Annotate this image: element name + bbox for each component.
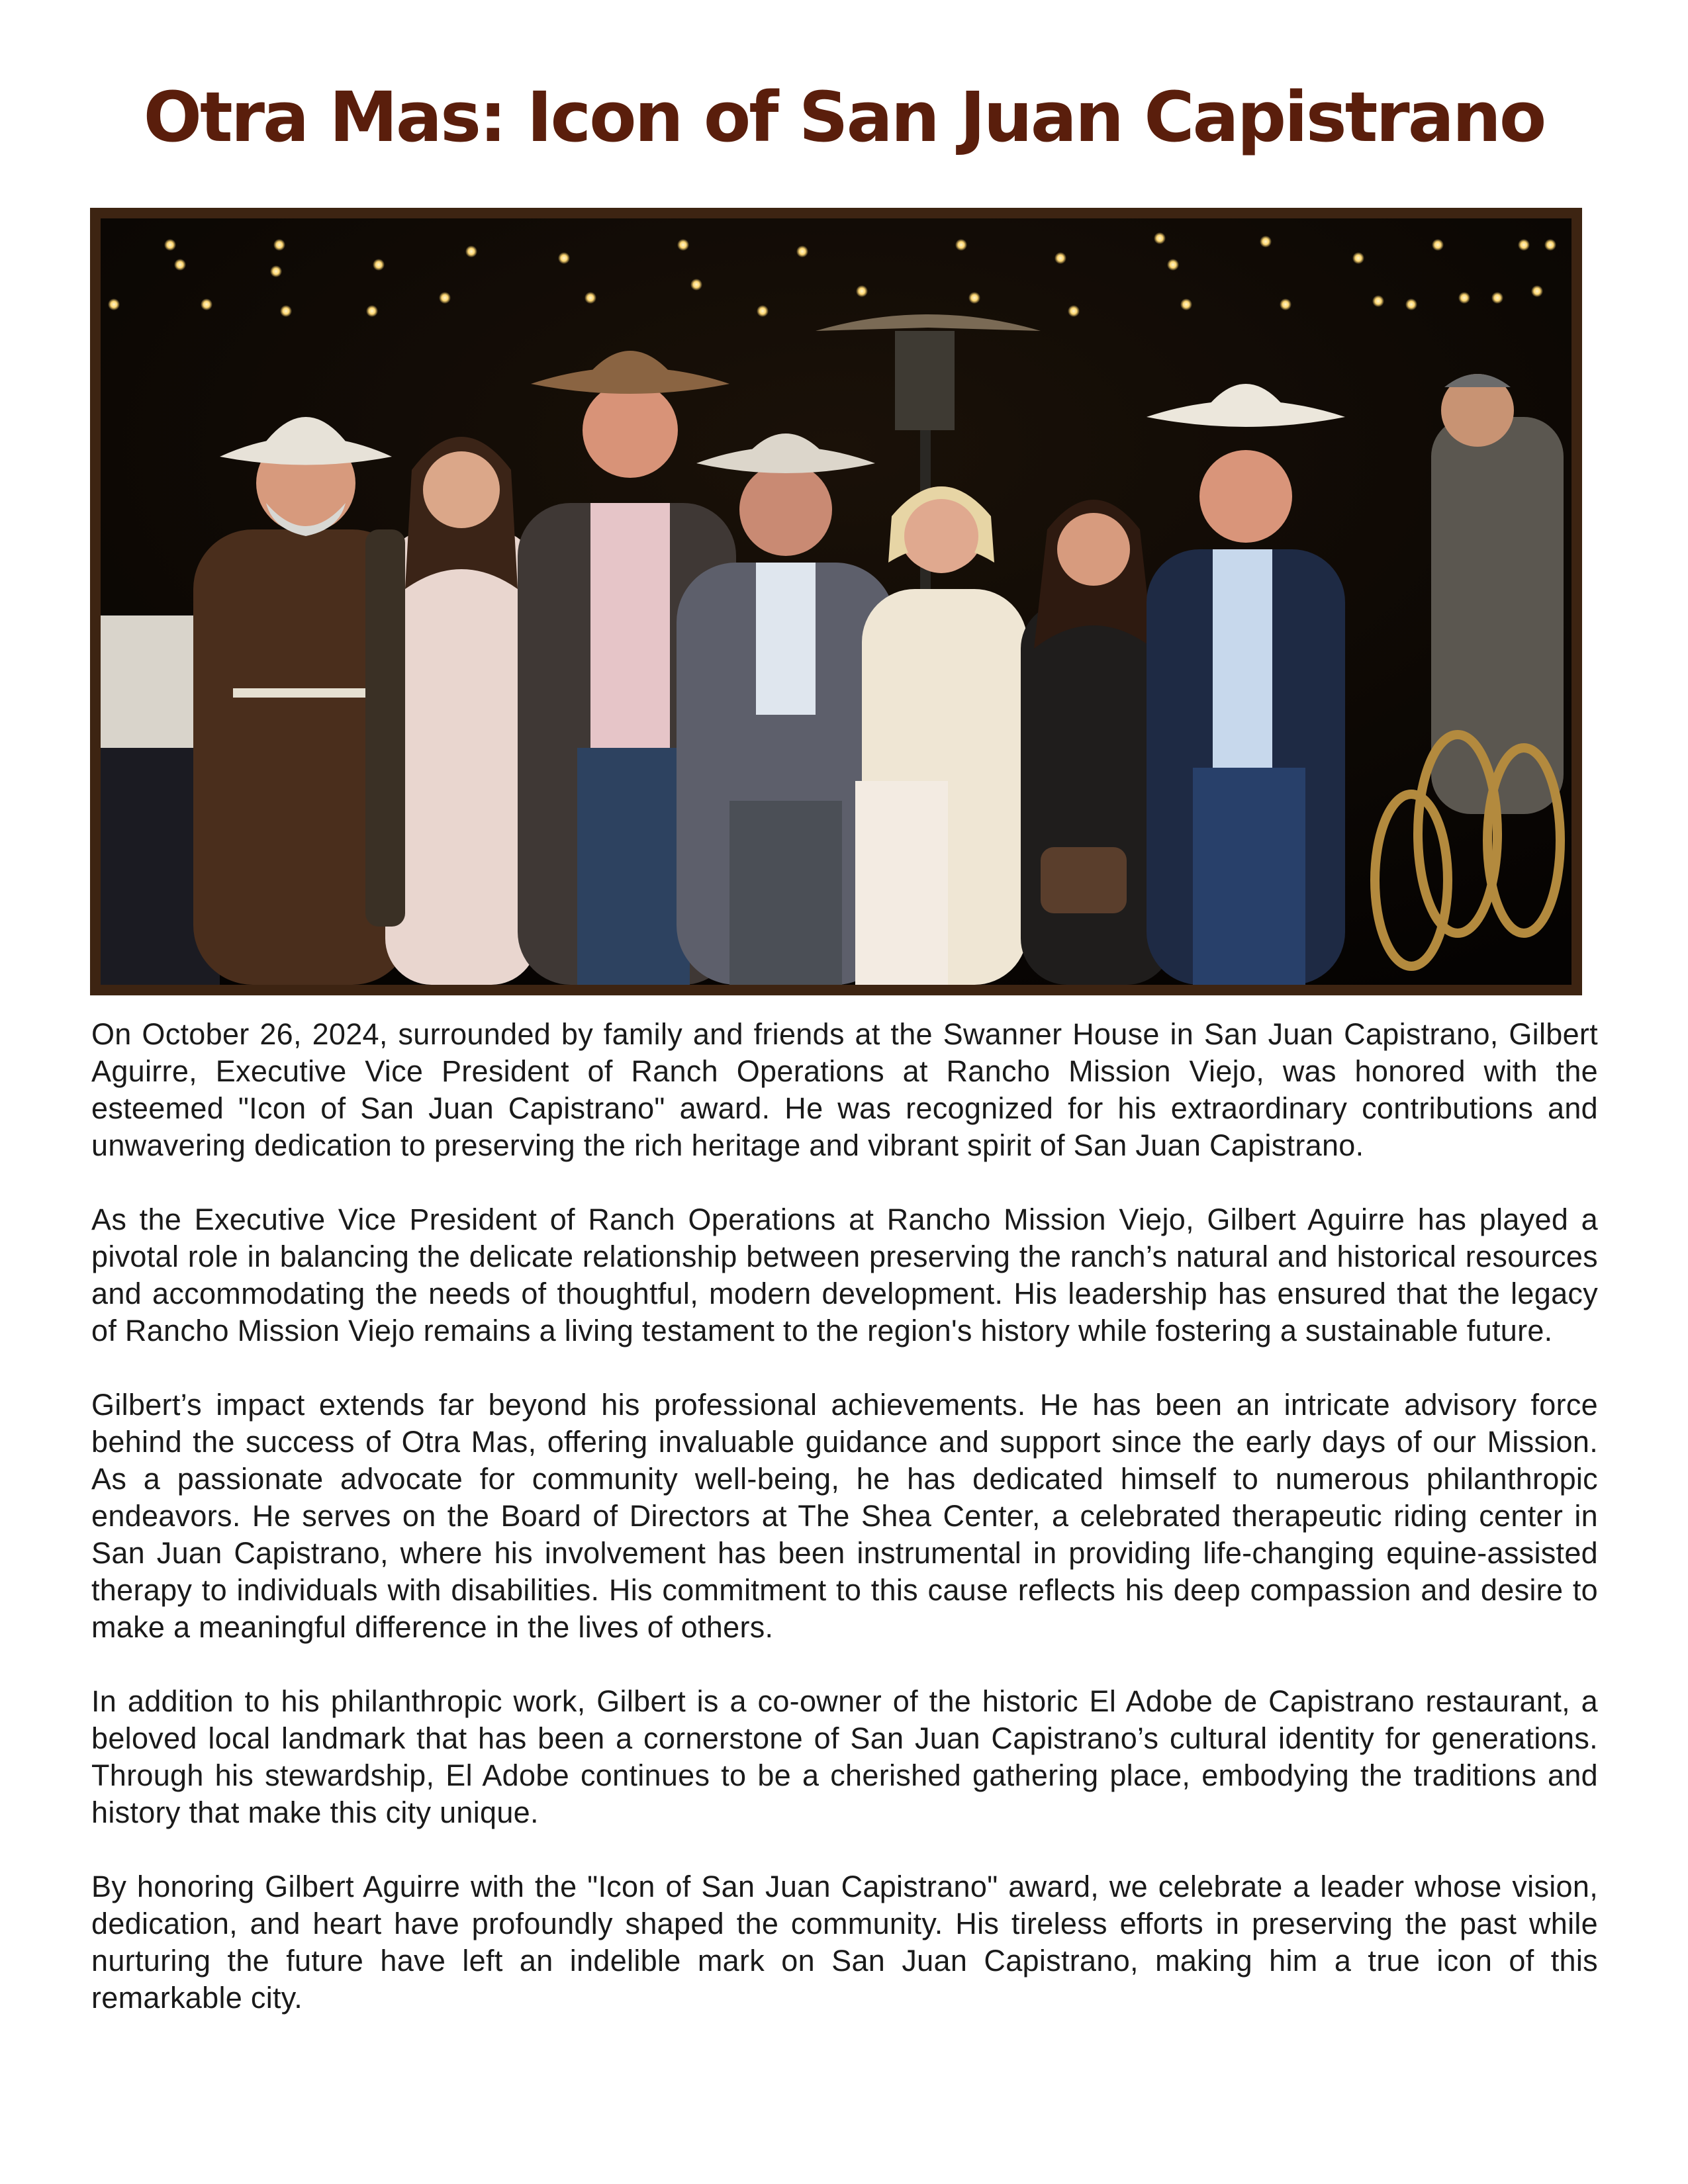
article-paragraph: Gilbert’s impact extends far beyond his professional achievements. He has been an intricate advisory force behind the success of Otra Mas, offering invaluable guidance and support since the early days of our Mission. As a passionate advocate for community well-being, he has dedicated himself to numerous philanthropic endeavors. He serves on the Board of Directors at The Shea Center, a celebrated therapeutic riding center in San Juan Capistrano, where his involvement has been instrumental in providing life-changing equine-assisted therapy to individuals with disabilities. His commitment to this cause reflects his deep compassion and desire to make a meaningful difference in the lives of others.: [91, 1388, 1598, 1644]
group-photo-image: [101, 218, 1571, 985]
photo-frame: [90, 208, 1582, 995]
article-paragraph: By honoring Gilbert Aguirre with the "Icon of San Juan Capistrano" award, we celebrate a leader whose vision, dedication, and heart have profoundly shaped the community. His tireless efforts in preserving the past while nurturing the future have left an indelible mark on San Juan Capistrano, making him a true icon of this remarkable city.: [91, 1870, 1598, 2015]
article-body: [91, 1016, 1598, 2054]
page-title: Otra Mas: Icon of San Juan Capistrano: [143, 77, 1545, 158]
article-paragraph: On October 26, 2024, surrounded by family and friends at the Swanner House in San Juan Capistrano, Gilbert Aguirre, Executive Vice President of Ranch Operations at Rancho Mission Viejo, was honored with the esteemed "Icon of San Juan Capistrano" award. He was recognized for his extraordinary contributions and unwavering dedication to preserving the rich heritage and vibrant spirit of San Juan Capistrano.: [91, 1017, 1598, 1162]
article-paragraph: As the Executive Vice President of Ranch Operations at Rancho Mission Viejo, Gilbert Aguirre has played a pivotal role in balancing the delicate relationship between preserving the ranch’s natural and historical resources and accommodating the needs of thoughtful, modern development. His leadership has ensured that the legacy of Rancho Mission Viejo remains a living testament to the region's history while fostering a sustainable future.: [91, 1203, 1598, 1347]
article-paragraph: In addition to his philanthropic work, Gilbert is a co-owner of the historic El Adobe de Capistrano restaurant, a beloved local landmark that has been a cornerstone of San Juan Capistrano’s cultural identity for generations. Through his stewardship, El Adobe continues to be a cherished gathering place, embodying the traditions and history that make this city unique.: [91, 1684, 1598, 1829]
